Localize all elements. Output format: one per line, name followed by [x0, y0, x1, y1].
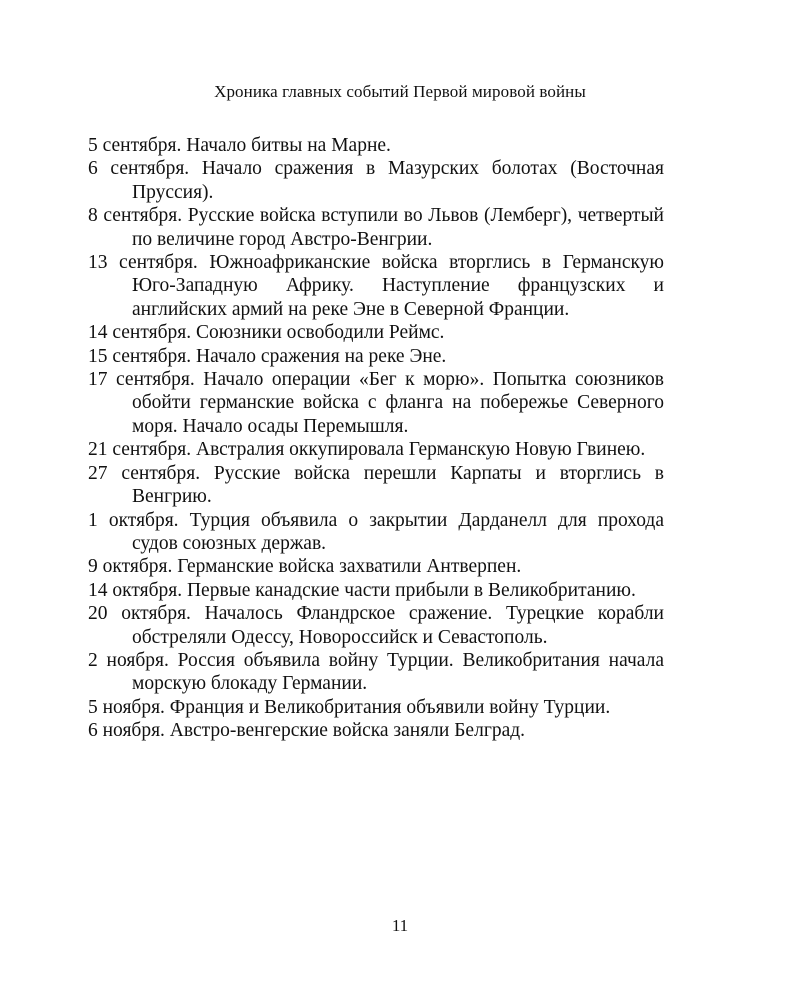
- chronology-entry: 6 сентября. Начало сражения в Мазурских болотах (Восточная Пруссия).: [88, 158, 664, 203]
- chronology-entry: 9 октября. Германские войска захватили Антверпен.: [88, 556, 522, 578]
- chronology-entry: 13 сентября. Южноафриканские войска вторглись в Германскую Юго-Западную Африку. Наступление французских и английских армий на реке Эне в Северной Франции.: [88, 252, 664, 320]
- chronology-entry: 27 сентября. Русские войска перешли Карпаты и вторглись в Венгрию.: [88, 462, 664, 508]
- chronology-entry: 5 ноября. Франция и Великобритания объявили войну Турции.: [88, 696, 611, 718]
- chronology-entry: 14 октября. Первые канадские части прибыли в Великобританию.: [88, 579, 636, 601]
- chronology-entry: 8 сентября. Русские войска вступили во Львов (Лемберг), четвертый по величине город Австро-Венгрии.: [88, 205, 664, 250]
- page-number: 11: [391, 916, 409, 935]
- chronology-entry: 20 октября. Началось Фландрское сражение. Турецкие корабли обстреляли Одессу, Новороссийск и Севастополь.: [88, 603, 664, 648]
- chronology-entry: 2 ноября. Россия объявила войну Турции. Великобритания начала морскую блокаду Германии.: [88, 649, 664, 695]
- chronology-list: [88, 134, 664, 743]
- chronology-entry: 5 сентября. Начало битвы на Марне.: [88, 135, 391, 156]
- chronology-entry: 21 сентября. Австралия оккупировала Германскую Новую Гвинею.: [88, 439, 646, 461]
- chronology-entry: 1 октября. Турция объявила о закрытии Дарданелл для прохода судов союзных держав.: [88, 509, 664, 554]
- chronology-entry: 15 сентября. Начало сражения на реке Эне.: [88, 345, 447, 367]
- chronology-entry: 6 ноября. Австро-венгерские войска заняли Белград.: [88, 720, 526, 742]
- chronology-entry: 14 сентября. Союзники освободили Реймс.: [88, 322, 445, 344]
- chronology-entry: 17 сентября. Начало операции «Бег к морю». Попытка союзников обойти германские войска с фланга на побережье Северного моря. Начало осады Перемышля.: [88, 369, 664, 437]
- running-head: Хроника главных событий Первой мировой войны: [214, 82, 586, 101]
